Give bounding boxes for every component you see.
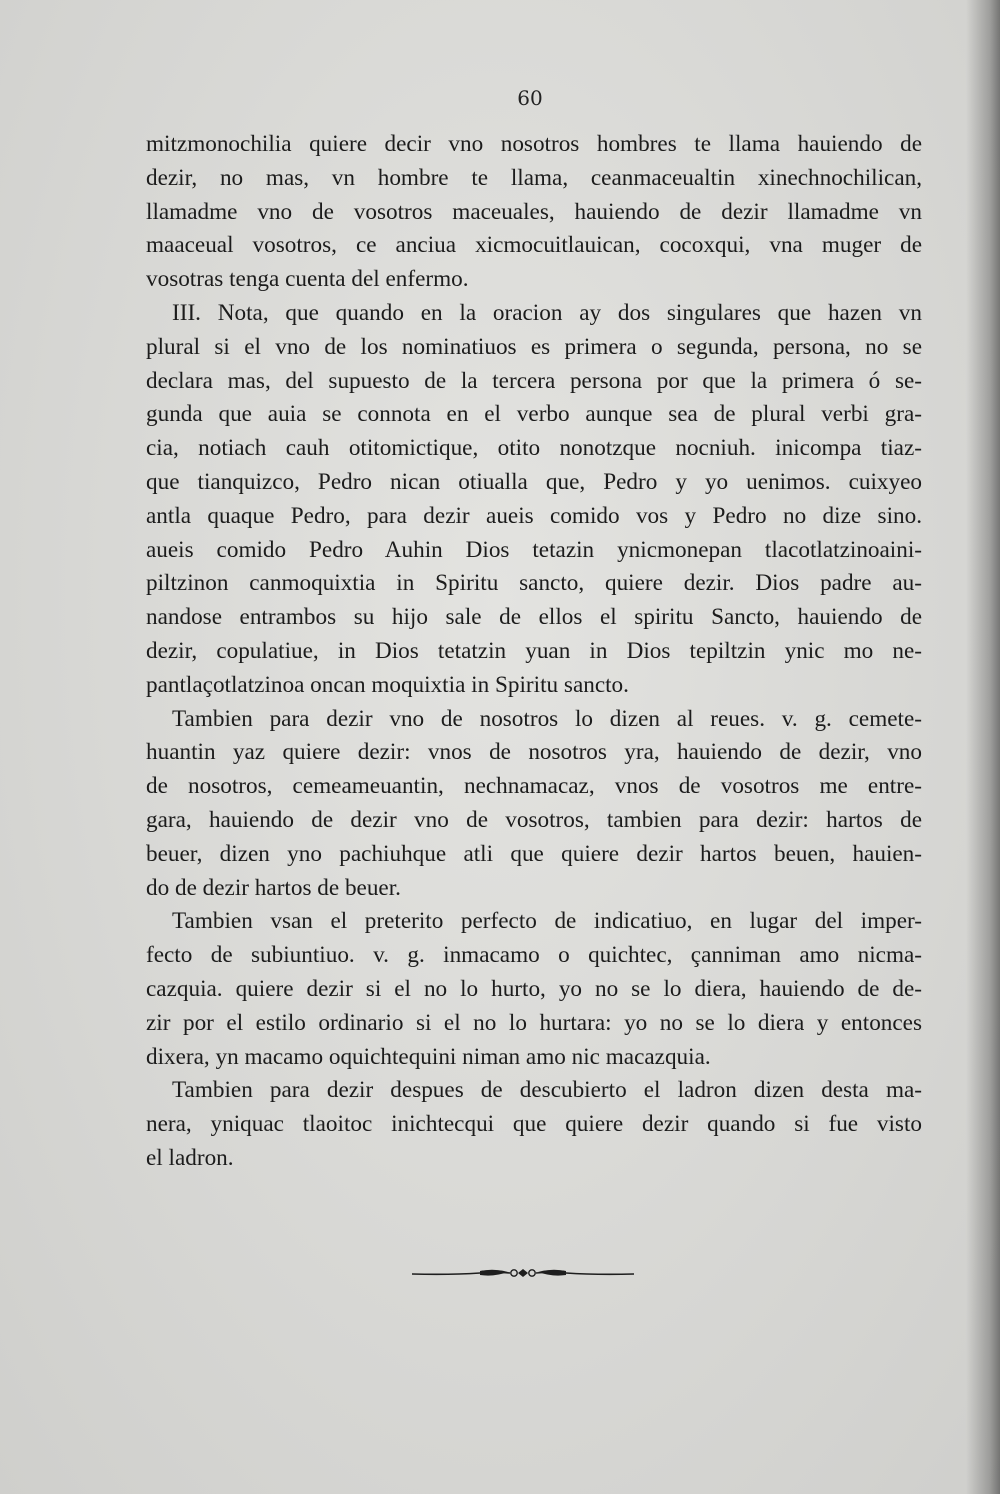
text-line: dezir, copulatiue, in Dios tetatzin yuan in Dios tepiltzin ynic mo ne-	[146, 637, 922, 664]
text-line: dixera, yn macamo oquichtequini niman amo nic macazquia.	[146, 1043, 711, 1070]
text-line: gara, hauiendo de dezir vno de vosotros, tambien para dezir: hartos de	[146, 806, 922, 833]
paragraph-1	[146, 128, 922, 297]
text-line: Tambien para dezir vno de nosotros lo dizen al reues. v. g. cemete-	[172, 705, 922, 732]
text-line: llamadme vno de vosotros maceuales, hauiendo de dezir llamadme vn	[146, 198, 922, 225]
text-line: dezir, no mas, vn hombre te llama, ceanmaceualtin xinechnochilican,	[146, 164, 922, 191]
text-line: Tambien para dezir despues de descubierto el ladron dizen desta ma-	[172, 1077, 922, 1104]
paragraph-3	[146, 703, 922, 906]
text-line: plural si el vno de los nominatiuos es primera o segunda, persona, no se	[146, 333, 922, 360]
text-line: maaceual vosotros, ce anciua xicmocuitlauican, cocoxqui, vna muger de	[146, 232, 922, 259]
text-line: huantin yaz quiere dezir: vnos de nosotros yra, hauiendo de dezir, vno	[146, 739, 922, 766]
text-line: vosotras tenga cuenta del enfermo.	[146, 266, 469, 293]
text-line: aueis comido Pedro Auhin Dios tetazin ynicmonepan tlacotlatzinoaini-	[146, 536, 922, 563]
text-line: de nosotros, cemeameuantin, nechnamacaz, vnos de vosotros me entre-	[146, 773, 922, 800]
ornament-divider-icon	[410, 1266, 636, 1280]
text-line: mitzmonochilia quiere decir vno nosotros hombres te llama hauiendo de	[146, 131, 922, 157]
text-line: que tianquizco, Pedro nican otiualla que, Pedro y yo uenimos. cuixyeo	[146, 468, 922, 495]
text-line: declara mas, del supuesto de la tercera persona por que la primera ó se-	[146, 367, 922, 394]
text-line: III. Nota, que quando en la oracion ay dos singulares que hazen vn	[172, 299, 922, 326]
text-line: zir por el estilo ordinario si el no lo hurtara: yo no se lo diera y entonces	[146, 1009, 922, 1036]
text-line: cia, notiach cauh otitomictique, otito nonotzque nocniuh. inicompa tiaz-	[146, 435, 922, 462]
text-line: do de dezir hartos de beuer.	[146, 874, 401, 901]
text-line: gunda que auia se connota en el verbo aunque sea de plural verbi gra-	[146, 401, 922, 428]
text-line: antla quaque Pedro, para dezir aueis comido vos y Pedro no dize sino.	[146, 502, 922, 529]
paragraph-4	[146, 905, 922, 1074]
paragraph-5	[146, 1074, 922, 1175]
text-line: nera, yniquac tlaoitoc inichtecqui que quiere dezir quando si fue visto	[146, 1111, 922, 1138]
text-line: piltzinon canmoquixtia in Spiritu sancto, quiere dezir. Dios padre au-	[146, 570, 922, 597]
text-line: beuer, dizen yno pachiuhque atli que quiere dezir hartos beuen, hauien-	[146, 840, 922, 867]
text-line: pantlaçotlatzinoa oncan moquixtia in Spiritu sancto.	[146, 671, 629, 698]
text-line: nandose entrambos su hijo sale de ellos el spiritu Sancto, hauiendo de	[146, 604, 922, 631]
body-text	[146, 128, 922, 1176]
text-line: Tambien vsan el preterito perfecto de indicatiuo, en lugar del imper-	[172, 908, 922, 935]
paragraph-2	[146, 297, 922, 703]
text-line: fecto de subiuntiuo. v. g. inmacamo o quichtec, çanniman amo nicma-	[146, 942, 922, 969]
page-number: 60	[517, 86, 543, 110]
text-line: cazquia. quiere dezir si el no lo hurto, yo no se lo diera, hauiendo de de-	[146, 975, 922, 1002]
page-edge-shadow	[966, 0, 1000, 1494]
text-line: el ladron.	[146, 1144, 234, 1171]
